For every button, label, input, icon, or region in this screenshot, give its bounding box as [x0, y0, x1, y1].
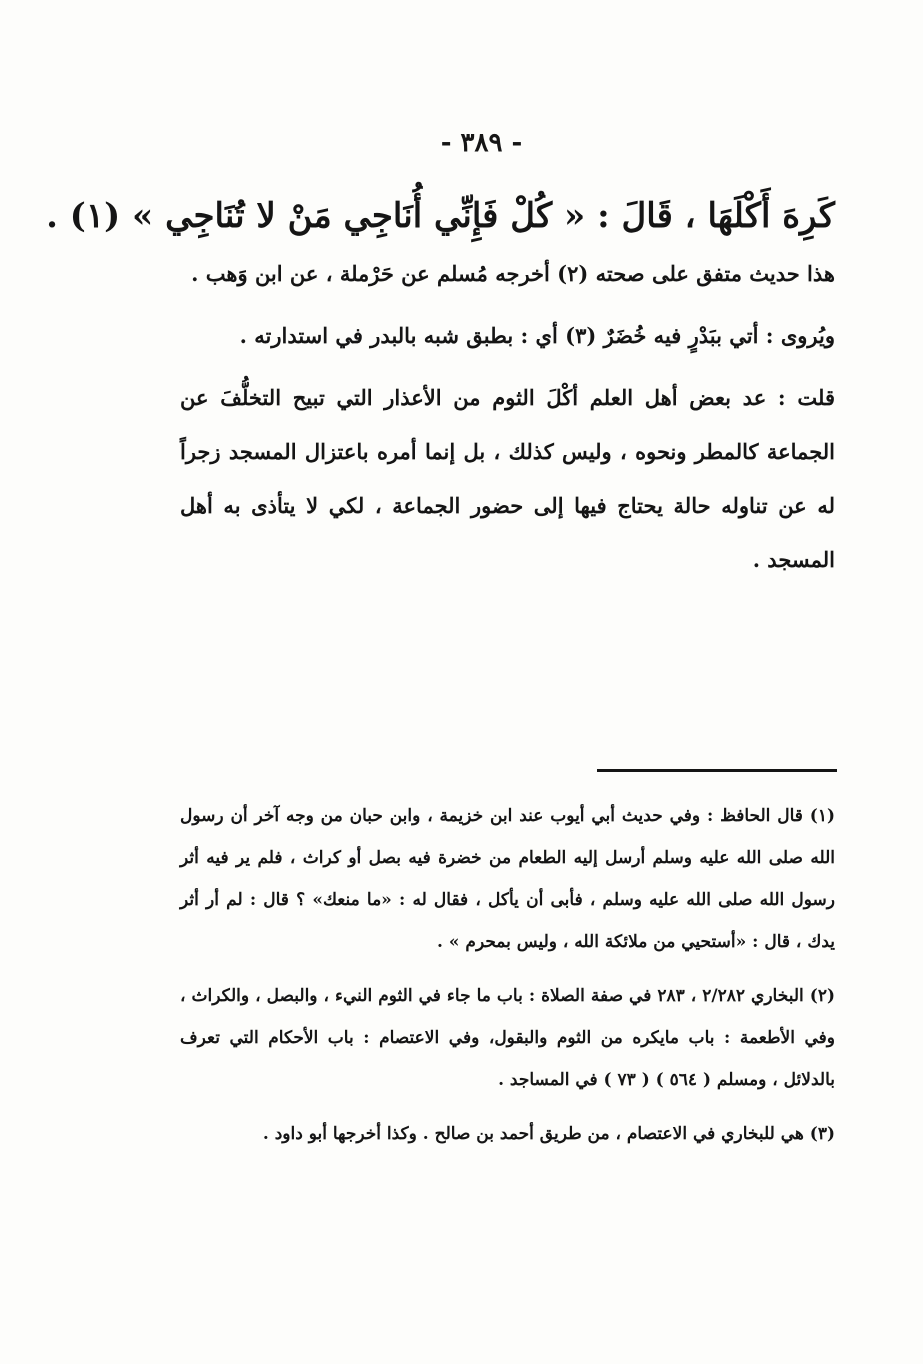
page-number: - ٣٨٩ -	[440, 128, 523, 158]
hadith-authentication-paragraph: هذا حديث متفق على صحته (٢) أخرجه مُسلم عن حَرْملة ، عن ابن وَهب .	[191, 261, 835, 286]
footnote-separator	[597, 769, 837, 772]
hadith-quote: كَرِهَ أَكْلَهَا ، قَالَ : « كُلْ فَإِنِّي أُنَاجِي مَنْ لا تُنَاجِي » (١) .	[46, 196, 835, 236]
variant-narration-paragraph: ويُروى : أتي ببَدْرٍ فيه خُضَرٌ (٣) أي : بطبق شبه بالبدر في استدارته .	[239, 323, 835, 348]
footnote-1: (١) قال الحافظ : وفي حديث أبي أيوب عند ابن خزيمة ، وابن حبان من وجه آخر أن رسول الله صلى الله عليه وسلم أرسل إليه الطعام من خضرة فيه بصل أو كراث ، فلم ير فيه أثر رسول الله صلى الله عليه وسلم ، فأبى أن يأكل ، فقال له : «ما منعك» ؟ قال : لم أر أثر يدك ، قال : «أستحيي من ملائكة الله ، وليس بمحرم » .	[180, 806, 835, 952]
footnotes-section	[180, 795, 835, 1167]
author-commentary-paragraph: قلت : عد بعض أهل العلم أكْلَ الثوم من الأعذار التي تبيح التخلُّفَ عن الجماعة كالمطر ونحوه ، وليس كذلك ، بل إنما أمره باعتزال المسجد زجراً له عن تناوله حالة يحتاج فيها إلى حضور الجماعة ، لكي لا يتأذى به أهل المسجد .	[180, 385, 835, 572]
footnote-3: (٣) هي للبخاري في الاعتصام ، من طريق أحمد بن صالح . وكذا أخرجها أبو داود .	[262, 1124, 835, 1144]
main-text	[46, 185, 835, 587]
footnote-2: (٢) البخاري ٢/٢٨٢ ، ٢٨٣ في صفة الصلاة : باب ما جاء في الثوم النيء ، والبصل ، والكراث ، وفي الأطعمة : باب مايكره من الثوم والبقول، وفي الاعتصام : باب الأحكام التي تعرف بالدلائل ، ومسلم ( ٥٦٤ ) ( ٧٣ ) في المساجد .	[180, 986, 835, 1090]
